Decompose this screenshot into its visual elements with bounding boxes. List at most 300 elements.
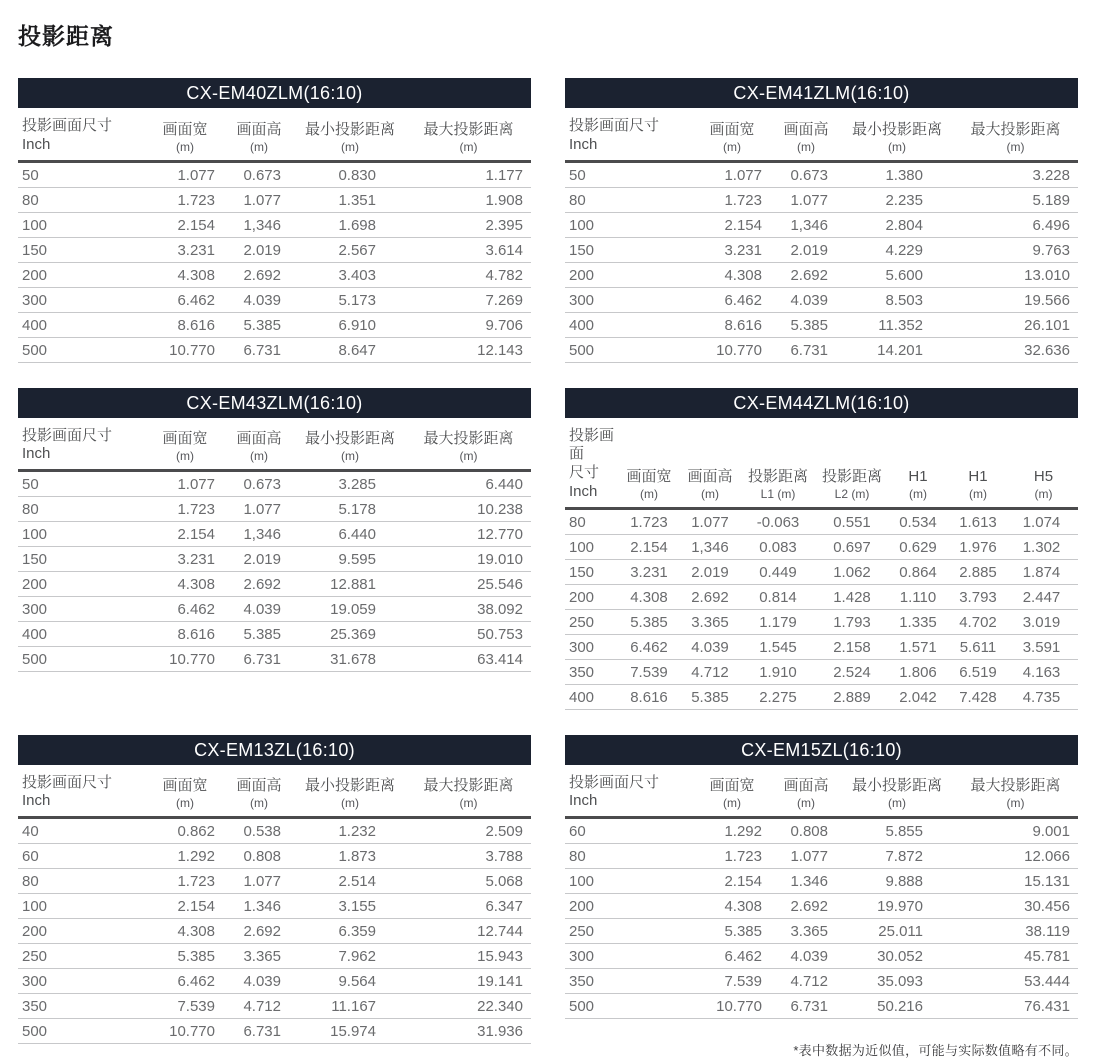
table-cell: 50 [18, 471, 146, 497]
table-cell: 4.308 [146, 572, 224, 597]
table-cell: 6.462 [146, 969, 224, 994]
table-row [565, 212, 1078, 237]
table-cell: 15.974 [294, 1019, 406, 1044]
table-cell: 7.872 [841, 844, 953, 869]
table-row [565, 869, 1078, 894]
table-cell: 12.143 [406, 337, 531, 362]
table-cell: 3.228 [953, 161, 1078, 187]
table-row [565, 684, 1078, 709]
table-cell: 10.238 [406, 497, 531, 522]
table-cell: 3.788 [406, 844, 531, 869]
table-cell: 300 [18, 287, 146, 312]
table-cell: 5.385 [146, 944, 224, 969]
table-cell: 250 [18, 944, 146, 969]
table-cell: 400 [18, 622, 146, 647]
table-row [18, 522, 531, 547]
table-cell: 6.496 [953, 212, 1078, 237]
table-cell: 1.077 [693, 161, 771, 187]
table-cell: 1.346 [224, 894, 294, 919]
table-cell: 2.692 [224, 572, 294, 597]
table-cell: 3.231 [619, 559, 679, 584]
table-cell: 80 [18, 869, 146, 894]
table-cell: 500 [18, 1019, 146, 1044]
table-cell: 1.110 [889, 584, 947, 609]
table-cell: 150 [18, 237, 146, 262]
table-cell: 300 [565, 944, 693, 969]
table-cell: 200 [565, 584, 619, 609]
table-cell: 300 [18, 597, 146, 622]
table-row [18, 572, 531, 597]
table-cell: 150 [565, 559, 619, 584]
table-cell: 8.616 [146, 622, 224, 647]
table-cell: 0.808 [224, 844, 294, 869]
column-header: H1 (m) [889, 418, 947, 509]
table-cell: 50 [565, 161, 693, 187]
column-header: 画面宽 (m) [619, 418, 679, 509]
table-row [18, 547, 531, 572]
table-cell: 2.692 [771, 894, 841, 919]
table-cell: 1.351 [294, 187, 406, 212]
column-header: 画面宽 (m) [693, 765, 771, 818]
projection-table-cx-em43zlm [18, 418, 531, 673]
table-cell: 200 [18, 919, 146, 944]
table-cell: 2.692 [771, 262, 841, 287]
column-header: 画面高 (m) [224, 108, 294, 161]
table-cell: 3.403 [294, 262, 406, 287]
table-cell: 0.673 [224, 471, 294, 497]
table-cell: 5.611 [947, 634, 1009, 659]
column-header: 最小投影距离 (m) [841, 108, 953, 161]
table-cell: 200 [565, 894, 693, 919]
table-cell: 38.119 [953, 919, 1078, 944]
table-cell: 7.962 [294, 944, 406, 969]
table-cell: 1.806 [889, 659, 947, 684]
table-cell: 2.514 [294, 869, 406, 894]
table-cell: 4.039 [771, 287, 841, 312]
table-cell: 50.753 [406, 622, 531, 647]
table-cell: 5.385 [693, 919, 771, 944]
table-cell: 2.154 [693, 212, 771, 237]
table-cell: 250 [565, 919, 693, 944]
table-cell: 100 [565, 534, 619, 559]
table-cell: 200 [18, 572, 146, 597]
table-cell: 1.077 [771, 844, 841, 869]
table-cell: 4.782 [406, 262, 531, 287]
table-cell: 400 [565, 312, 693, 337]
table-cell: 0.830 [294, 161, 406, 187]
table-cell: 9.001 [953, 818, 1078, 844]
table-cell: 40 [18, 818, 146, 844]
table-cell: 80 [18, 497, 146, 522]
table-cell: 1,346 [679, 534, 741, 559]
table-cell: 25.011 [841, 919, 953, 944]
table-cell: 4.039 [224, 287, 294, 312]
table-cell: 4.712 [771, 969, 841, 994]
table-cell: 1.723 [146, 497, 224, 522]
table-cell: 2.524 [815, 659, 889, 684]
table-cell: 15.131 [953, 869, 1078, 894]
column-header: 最大投影距离 (m) [406, 765, 531, 818]
column-header: H5 (m) [1009, 418, 1078, 509]
table-cell: 60 [18, 844, 146, 869]
table-cell: 50.216 [841, 994, 953, 1019]
table-cell: 6.440 [406, 471, 531, 497]
table-row [565, 634, 1078, 659]
column-header: 投影画面尺寸 Inch [565, 765, 693, 818]
table-cell: 150 [18, 547, 146, 572]
column-header: 画面高 (m) [224, 765, 294, 818]
table-row [18, 919, 531, 944]
table-cell: 1.613 [947, 508, 1009, 534]
table-row [565, 919, 1078, 944]
table-cell: 2.692 [679, 584, 741, 609]
table-cell: 150 [565, 237, 693, 262]
table-row [565, 161, 1078, 187]
table-row [565, 337, 1078, 362]
table-row [18, 497, 531, 522]
column-header: 投影画面尺寸 Inch [565, 108, 693, 161]
projection-table-cx-em15zl [565, 765, 1078, 1020]
table-cell: 1.976 [947, 534, 1009, 559]
table-cell: 100 [565, 869, 693, 894]
table-cell: 3.019 [1009, 609, 1078, 634]
column-header: 最大投影距离 (m) [953, 765, 1078, 818]
table-cell: 5.385 [679, 684, 741, 709]
table-cell: 11.167 [294, 994, 406, 1019]
table-row [565, 969, 1078, 994]
column-header: 画面高 (m) [771, 108, 841, 161]
table-cell: 80 [18, 187, 146, 212]
column-header: H1 (m) [947, 418, 1009, 509]
table-cell: 2.042 [889, 684, 947, 709]
table-cell: 19.059 [294, 597, 406, 622]
column-header: 投影画面尺寸 Inch [18, 765, 146, 818]
table-cell: 500 [18, 337, 146, 362]
table-row [565, 237, 1078, 262]
table-cell: 300 [565, 287, 693, 312]
table-row [18, 237, 531, 262]
table-row [565, 659, 1078, 684]
column-header: 最小投影距离 (m) [294, 108, 406, 161]
table-cell: 2.158 [815, 634, 889, 659]
table-cell: 350 [565, 969, 693, 994]
table-cell: 6.731 [224, 647, 294, 672]
table-cell: 2.889 [815, 684, 889, 709]
table-row [565, 508, 1078, 534]
table-cell: 0.538 [224, 818, 294, 844]
table-cell: 200 [565, 262, 693, 287]
table-cell: 0.673 [224, 161, 294, 187]
table-cell: 300 [565, 634, 619, 659]
table-title-bar-cx-em40zlm: CX-EM40ZLM(16:10) [18, 78, 531, 108]
table-cell: 0.673 [771, 161, 841, 187]
table-cell: 60 [565, 818, 693, 844]
table-cell: 1.077 [146, 161, 224, 187]
table-row [18, 287, 531, 312]
table-cell: 250 [565, 609, 619, 634]
table-cell: 4.229 [841, 237, 953, 262]
column-header: 投影画面 尺寸Inch [565, 418, 619, 509]
table-cell: 350 [18, 994, 146, 1019]
table-cell: 31.936 [406, 1019, 531, 1044]
table-cell: 31.678 [294, 647, 406, 672]
table-row [18, 969, 531, 994]
table-cell: 12.881 [294, 572, 406, 597]
table-cell: 80 [565, 508, 619, 534]
table-cell: 1.874 [1009, 559, 1078, 584]
table-section-cx-em15zl [565, 735, 1078, 1059]
table-cell: 5.189 [953, 187, 1078, 212]
table-cell: 1.077 [146, 471, 224, 497]
table-cell: 4.308 [693, 262, 771, 287]
table-cell: 7.428 [947, 684, 1009, 709]
table-row [18, 622, 531, 647]
table-cell: 0.814 [741, 584, 815, 609]
column-header: 投影画面尺寸 Inch [18, 108, 146, 161]
table-cell: 6.359 [294, 919, 406, 944]
column-header: 最大投影距离 (m) [406, 108, 531, 161]
table-cell: 2.019 [224, 237, 294, 262]
table-cell: 2.154 [146, 894, 224, 919]
table-cell: 1.873 [294, 844, 406, 869]
table-title-bar-cx-em13zl: CX-EM13ZL(16:10) [18, 735, 531, 765]
table-cell: 1.077 [224, 869, 294, 894]
table-cell: 5.385 [619, 609, 679, 634]
table-cell: 0.449 [741, 559, 815, 584]
table-cell: 6.462 [146, 287, 224, 312]
table-cell: 5.385 [224, 622, 294, 647]
table-cell: 6.462 [693, 944, 771, 969]
table-cell: 50 [18, 161, 146, 187]
table-cell: 63.414 [406, 647, 531, 672]
table-cell: 4.308 [693, 894, 771, 919]
table-cell: 10.770 [693, 994, 771, 1019]
projection-table-cx-em40zlm [18, 108, 531, 363]
table-cell: 5.600 [841, 262, 953, 287]
table-cell: 2.019 [679, 559, 741, 584]
table-cell: 8.616 [146, 312, 224, 337]
table-cell: 12.066 [953, 844, 1078, 869]
table-row [565, 534, 1078, 559]
table-cell: 3.365 [771, 919, 841, 944]
column-header: 画面宽 (m) [146, 108, 224, 161]
column-header: 画面高 (m) [224, 418, 294, 471]
table-cell: 1,346 [224, 212, 294, 237]
table-cell: 0.534 [889, 508, 947, 534]
table-cell: 0.862 [146, 818, 224, 844]
table-cell: 500 [565, 994, 693, 1019]
table-cell: 1.723 [693, 187, 771, 212]
table-cell: 6.731 [224, 337, 294, 362]
table-cell: 0.551 [815, 508, 889, 534]
table-cell: 9.888 [841, 869, 953, 894]
column-header-row [18, 418, 531, 471]
table-cell: 400 [565, 684, 619, 709]
table-cell: 5.178 [294, 497, 406, 522]
table-row [18, 262, 531, 287]
table-cell: 1.077 [224, 497, 294, 522]
column-header: 最大投影距离 (m) [406, 418, 531, 471]
table-cell: 6.731 [224, 1019, 294, 1044]
table-cell: 35.093 [841, 969, 953, 994]
table-row [18, 1019, 531, 1044]
table-cell: 1.232 [294, 818, 406, 844]
table-cell: 3.231 [146, 547, 224, 572]
table-cell: 3.231 [146, 237, 224, 262]
table-cell: 0.083 [741, 534, 815, 559]
table-cell: 1.346 [771, 869, 841, 894]
table-cell: 10.770 [146, 337, 224, 362]
table-row [565, 584, 1078, 609]
table-cell: 1.077 [679, 508, 741, 534]
table-cell: 1.292 [146, 844, 224, 869]
table-cell: 9.763 [953, 237, 1078, 262]
table-cell: 0.864 [889, 559, 947, 584]
table-cell: 6.910 [294, 312, 406, 337]
table-row [565, 262, 1078, 287]
table-cell: 25.546 [406, 572, 531, 597]
column-header: 画面宽 (m) [146, 765, 224, 818]
table-cell: 30.052 [841, 944, 953, 969]
table-cell: 6.440 [294, 522, 406, 547]
table-cell: 19.566 [953, 287, 1078, 312]
table-cell: 4.308 [146, 262, 224, 287]
table-cell: 2.154 [693, 869, 771, 894]
table-row [565, 609, 1078, 634]
table-cell: 0.697 [815, 534, 889, 559]
table-row [18, 597, 531, 622]
table-cell: 350 [565, 659, 619, 684]
table-section-cx-em40zlm [18, 78, 531, 363]
table-cell: 26.101 [953, 312, 1078, 337]
table-cell: 3.591 [1009, 634, 1078, 659]
table-cell: 1.292 [693, 818, 771, 844]
footnote: *表中数据为近似值，可能与实际数值略有不同。 [565, 1040, 1078, 1059]
table-cell: 10.770 [146, 1019, 224, 1044]
table-cell: 11.352 [841, 312, 953, 337]
table-title-bar-cx-em44zlm: CX-EM44ZLM(16:10) [565, 388, 1078, 418]
table-cell: 1.723 [619, 508, 679, 534]
table-cell: 1.077 [224, 187, 294, 212]
table-cell: 2.804 [841, 212, 953, 237]
column-header: 画面宽 (m) [146, 418, 224, 471]
table-cell: 300 [18, 969, 146, 994]
table-row [565, 559, 1078, 584]
table-cell: 100 [18, 894, 146, 919]
table-row [18, 471, 531, 497]
table-cell: 1.302 [1009, 534, 1078, 559]
table-row [565, 187, 1078, 212]
table-cell: 7.539 [146, 994, 224, 1019]
table-cell: 4.308 [619, 584, 679, 609]
table-cell: 5.068 [406, 869, 531, 894]
table-cell: 4.308 [146, 919, 224, 944]
table-cell: 4.039 [771, 944, 841, 969]
table-row [565, 818, 1078, 844]
table-row [18, 161, 531, 187]
table-cell: 1,346 [224, 522, 294, 547]
table-cell: 1.380 [841, 161, 953, 187]
table-cell: 13.010 [953, 262, 1078, 287]
table-row [565, 287, 1078, 312]
table-cell: 3.793 [947, 584, 1009, 609]
table-cell: 3.231 [693, 237, 771, 262]
table-cell: 19.141 [406, 969, 531, 994]
table-cell: 3.155 [294, 894, 406, 919]
table-row [18, 894, 531, 919]
table-cell: 8.647 [294, 337, 406, 362]
table-cell: 1.545 [741, 634, 815, 659]
table-cell: 1.571 [889, 634, 947, 659]
table-cell: 500 [18, 647, 146, 672]
column-header: 投影距离 L1 (m) [741, 418, 815, 509]
table-cell: 45.781 [953, 944, 1078, 969]
table-cell: 6.462 [693, 287, 771, 312]
table-row [565, 944, 1078, 969]
table-cell: 1.179 [741, 609, 815, 634]
table-cell: 2.567 [294, 237, 406, 262]
table-cell: 2.275 [741, 684, 815, 709]
table-cell: 5.385 [224, 312, 294, 337]
table-cell: 4.163 [1009, 659, 1078, 684]
column-header: 画面高 (m) [679, 418, 741, 509]
table-cell: 1.335 [889, 609, 947, 634]
table-cell: 12.744 [406, 919, 531, 944]
table-row [18, 312, 531, 337]
table-cell: 7.539 [619, 659, 679, 684]
table-cell: 2.509 [406, 818, 531, 844]
table-section-cx-em41zlm [565, 78, 1078, 363]
table-cell: 2.019 [771, 237, 841, 262]
table-cell: 15.943 [406, 944, 531, 969]
table-section-cx-em43zlm [18, 388, 531, 673]
table-cell: 200 [18, 262, 146, 287]
table-cell: 2.692 [224, 919, 294, 944]
projection-table-cx-em44zlm [565, 418, 1078, 710]
table-cell: 1.908 [406, 187, 531, 212]
table-row [18, 944, 531, 969]
column-header-row [18, 108, 531, 161]
table-row [18, 869, 531, 894]
table-cell: 2.447 [1009, 584, 1078, 609]
column-header: 最大投影距离 (m) [953, 108, 1078, 161]
table-cell: 2.885 [947, 559, 1009, 584]
table-cell: 1.177 [406, 161, 531, 187]
table-cell: 6.519 [947, 659, 1009, 684]
table-cell: 9.564 [294, 969, 406, 994]
table-cell: 2.154 [146, 212, 224, 237]
table-cell: 500 [565, 337, 693, 362]
table-cell: 25.369 [294, 622, 406, 647]
table-cell: 53.444 [953, 969, 1078, 994]
table-cell: 4.039 [224, 597, 294, 622]
column-header: 最小投影距离 (m) [294, 765, 406, 818]
column-header: 最小投影距离 (m) [294, 418, 406, 471]
table-cell: 10.770 [146, 647, 224, 672]
column-header: 投影画面尺寸 Inch [18, 418, 146, 471]
table-cell: 7.539 [693, 969, 771, 994]
table-cell: 1,346 [771, 212, 841, 237]
table-cell: 2.395 [406, 212, 531, 237]
table-cell: 80 [565, 187, 693, 212]
table-cell: 2.235 [841, 187, 953, 212]
table-cell: 80 [565, 844, 693, 869]
table-row [18, 647, 531, 672]
table-row [565, 994, 1078, 1019]
table-cell: 1.428 [815, 584, 889, 609]
column-header-row [18, 765, 531, 818]
table-cell: 5.173 [294, 287, 406, 312]
